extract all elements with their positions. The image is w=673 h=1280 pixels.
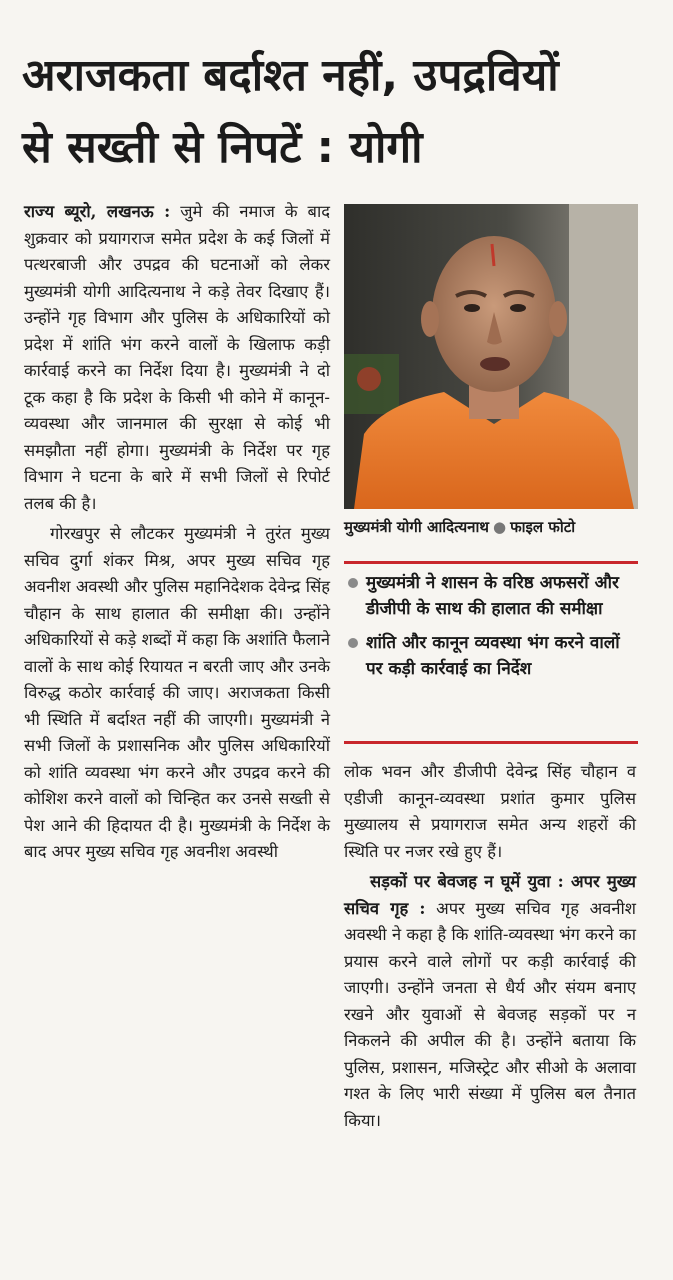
article-paragraph-3: लोक भवन और डीजीपी देवेन्द्र सिंह चौहान व एडीजी कानून-व्यवस्था प्रशांत कुमार पुलिस मुख्यालय से प्रयागराज समेत अन्य शहरों की स्थिति पर नजर रखे हुए हैं। bbox=[344, 762, 636, 861]
highlights-box bbox=[344, 570, 638, 690]
highlight-item bbox=[344, 570, 638, 622]
highlight-text: शांति और कानून व्यवस्था भंग करने वालों पर कड़ी कार्रवाई का निर्देश bbox=[366, 633, 620, 679]
portrait-image bbox=[344, 204, 638, 509]
article-paragraph-1 bbox=[24, 199, 330, 517]
headline bbox=[22, 40, 662, 184]
article-paragraph-4-text: अपर मुख्य सचिव गृह अवनीश अवस्थी ने कहा है कि शांति-व्यवस्था भंग करने का प्रयास करने वाले लोगों पर कड़ी कार्रवाई की जाएगी। उन्होंने जनता से धैर्य और संयम बनाए रखने और युवाओं से बेवजह सड़कों पर न निकलने की अपील की है। उन्होंने बताया कि पुलिस, प्रशासन, मजिस्ट्रेट और सीओ के अलावा गश्त के लिए भारी संख्या में पुलिस बल तैनात किया। bbox=[344, 898, 637, 1130]
bullet-dot-icon bbox=[348, 578, 358, 588]
subheading: सड़कों पर बेवजह न घूमें युवा : अपर मुख्य सचिव गृह : bbox=[344, 872, 636, 918]
divider-rule-top bbox=[344, 561, 638, 564]
headline-line-1: अराजकता बर्दाश्त नहीं, उपद्रवियों bbox=[22, 50, 559, 101]
bullet-dot-icon: ● bbox=[492, 518, 507, 536]
news-photo bbox=[344, 204, 638, 509]
caption-credit: फाइल फोटो bbox=[510, 518, 576, 536]
headline-line-2: से सख्ती से निपटें : योगी bbox=[22, 122, 423, 173]
article-column-left bbox=[24, 199, 330, 866]
caption-name: मुख्यमंत्री योगी आदित्यनाथ bbox=[344, 518, 489, 536]
article-paragraph-4 bbox=[344, 869, 636, 1134]
article-column-right bbox=[344, 759, 636, 1134]
dateline: राज्य ब्यूरो, लखनऊ : bbox=[24, 202, 171, 221]
article-paragraph-2: गोरखपुर से लौटकर मुख्यमंत्री ने तुरंत मुख्य सचिव दुर्गा शंकर मिश्र, अपर मुख्य सचिव गृह अवनीश अवस्थी और पुलिस महानिदेशक देवेन्द्र सिंह चौहान के साथ हालात की समीक्षा की। उन्होंने अधिकारियों से कड़े शब्दों में कहा कि अशांति फैलाने वालों के साथ कोई रियायत न बरती जाए और उनके विरुद्ध कठोर कार्रवाई की जाए। अराजकता किसी भी स्थिति में बर्दाश्त नहीं की जाएगी। मुख्यमंत्री ने सभी जिलों के प्रशासनिक और पुलिस अधिकारियों को शांति व्यवस्था भंग करने और उपद्रव करने की कोशिश करने वालों को चिन्हित कर उनसे सख्ती से पेश आने की हिदायत दी है। मुख्यमंत्री के निर्देश के बाद अपर मुख्य सचिव गृह अवनीश अवस्थी bbox=[24, 524, 330, 861]
article-paragraph-1-text: जुमे की नमाज के बाद शुक्रवार को प्रयागराज समेत प्रदेश के कई जिलों में पत्थरबाजी और उपद्रव की घटनाओं को लेकर मुख्यमंत्री योगी आदित्यनाथ ने कड़े तेवर दिखाए हैं। उन्होंने गृह विभाग और पुलिस के अधिकारियों को प्रदेश में शांति भंग करने वालों के खिलाफ कड़ी कार्रवाई करने का निर्देश दिया है। मुख्यमंत्री ने दो टूक कहा है कि प्रदेश के किसी भी कोने में कानून-व्यवस्था और जानमाल की सुरक्षा से कोई भी समझौता नहीं होगा। मुख्यमंत्री के निर्देश पर गृह विभाग ने घटना के बारे में सभी जिलों से रिपोर्ट तलब की है। bbox=[24, 202, 330, 513]
bullet-dot-icon bbox=[348, 638, 358, 648]
highlight-text: मुख्यमंत्री ने शासन के वरिष्ठ अफसरों और डीजीपी के साथ की हालात की समीक्षा bbox=[366, 573, 619, 619]
highlight-item bbox=[344, 630, 638, 682]
photo-caption bbox=[344, 517, 638, 537]
divider-rule-bottom bbox=[344, 741, 638, 744]
